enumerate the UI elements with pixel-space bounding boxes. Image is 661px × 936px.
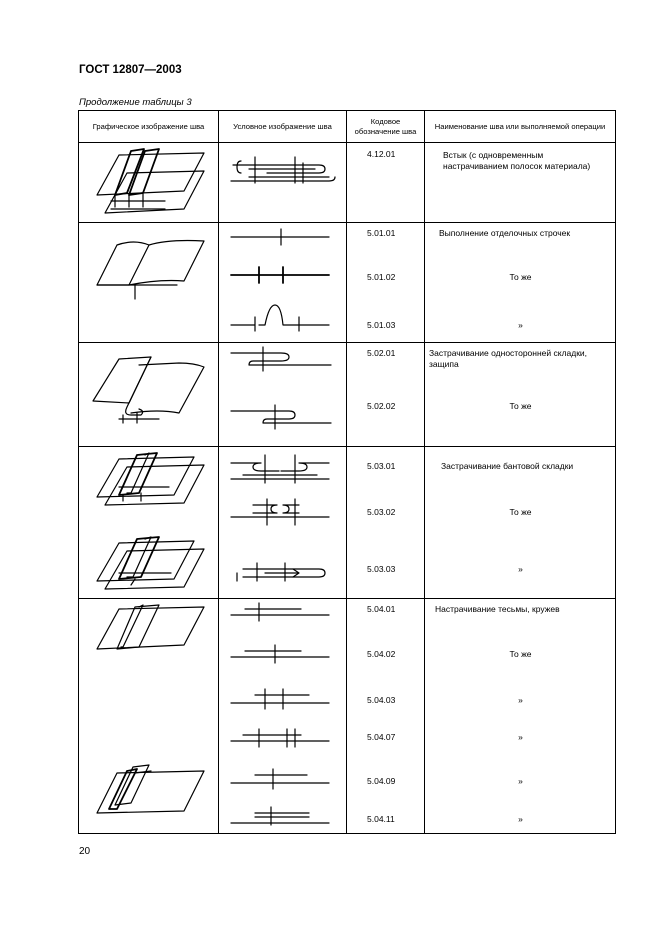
seam-code: 5.04.09 [367,776,396,786]
seam-code: 5.04.11 [367,814,395,824]
seam-symbol [219,223,347,343]
seam-code: 5.01.01 [367,228,396,238]
seam-code: 4.12.01 [367,149,396,159]
header-symbol: Условное изображение шва [219,111,347,143]
symbol-cell [219,143,347,223]
seam-symbol [219,343,347,447]
seam-drawing [79,223,219,343]
code-cell [347,343,425,447]
symbol-cell [219,599,347,834]
seam-symbol [219,447,347,599]
graphic-cell [79,599,219,834]
graphic-cell [79,223,219,343]
seam-name: То же [509,401,532,411]
seam-name: Настрачивание тесьмы, кружев [435,604,560,614]
seam-symbol [219,143,347,223]
header-code: Кодовое обозначение шва [347,111,425,143]
seam-symbol [219,599,347,834]
seam-code: 5.03.01 [367,461,396,471]
standard-title: ГОСТ 12807—2003 [79,64,182,76]
header-graphic: Графическое изображение шва [79,111,219,143]
seam-name: » [518,695,523,705]
seam-code: 5.03.02 [367,507,396,517]
seam-name: » [518,776,523,786]
code-cell [347,223,425,343]
table-row [79,599,616,834]
seam-name: » [518,320,523,330]
table-row [79,223,616,343]
seam-drawing [79,447,219,599]
name-cell [425,343,616,447]
table-row [79,343,616,447]
name-cell [425,143,616,223]
seam-drawing [79,343,219,447]
seam-code: 5.04.07 [367,732,396,742]
seam-drawing [79,599,219,834]
seam-name: Застрачивание односторонней складки, защипа [429,348,588,369]
page-number: 20 [79,846,91,857]
table-caption: Продолжение таблицы 3 [79,97,192,108]
seam-name: » [518,732,523,742]
name-cell [425,447,616,599]
table-row [79,143,616,223]
seam-name: То же [509,649,532,659]
seam-code: 5.01.02 [367,272,396,282]
code-cell [347,447,425,599]
seam-name: » [518,564,523,574]
seam-name: Встык (с одновременным настрачиванием полосок материала) [443,150,591,171]
seam-name: То же [509,507,532,517]
code-cell [347,143,425,223]
seam-code: 5.01.03 [367,320,396,330]
seam-drawing [79,143,219,223]
name-cell [425,223,616,343]
table-row [79,447,616,599]
seams-table [78,110,616,834]
graphic-cell [79,343,219,447]
code-cell [347,599,425,834]
seam-code: 5.04.02 [367,649,396,659]
seam-code: 5.04.03 [367,695,396,705]
symbol-cell [219,223,347,343]
name-cell [425,599,616,834]
symbol-cell [219,343,347,447]
symbol-cell [219,447,347,599]
table-header-row [79,111,616,143]
seam-name: То же [509,272,532,282]
seam-code: 5.02.02 [367,401,396,411]
seam-name: » [518,814,523,824]
seam-code: 5.02.01 [367,348,396,358]
seam-name: Застрачивание бантовой складки [441,461,574,471]
seam-code: 5.04.01 [367,604,396,614]
seam-name: Выполнение отделочных строчек [439,228,571,238]
seam-code: 5.03.03 [367,564,396,574]
graphic-cell [79,447,219,599]
header-name: Наименование шва или выполняемой операции [425,111,616,143]
graphic-cell [79,143,219,223]
